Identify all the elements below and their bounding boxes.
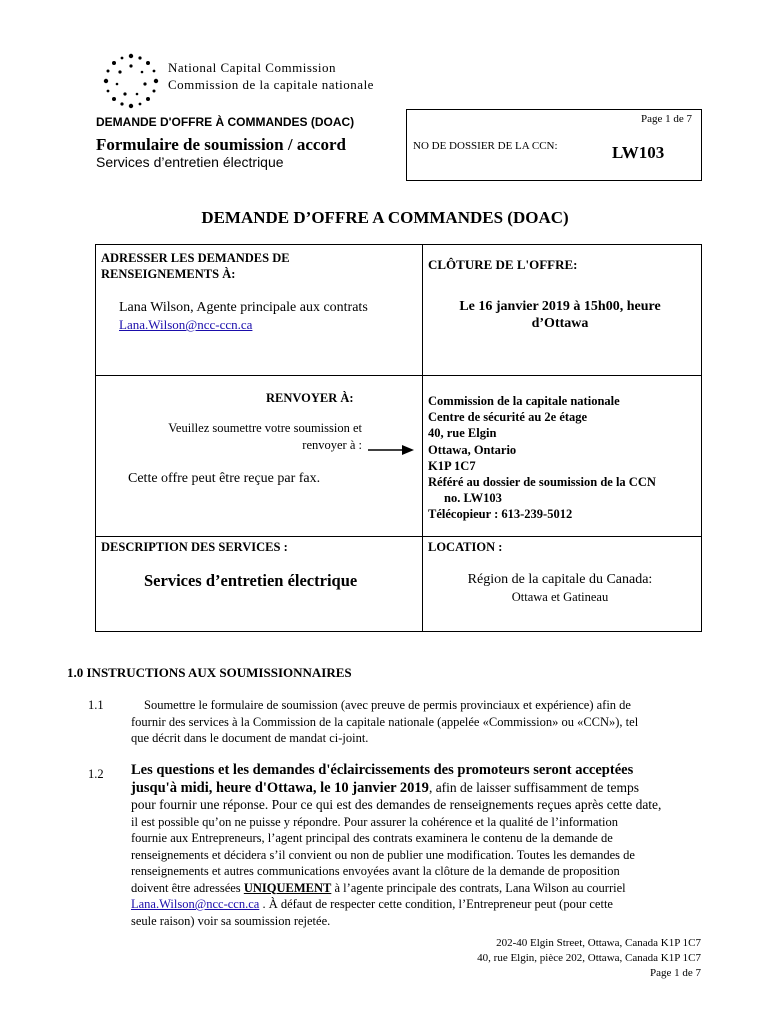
location-cities: Ottawa et Gatineau (511, 590, 609, 604)
address-line: K1P 1C7 (428, 458, 476, 473)
address-line: Centre de sécurité au 2e étage (428, 410, 588, 425)
fax-note: Cette offre peut être reçue par fax. (128, 471, 321, 486)
location-heading: LOCATION : (428, 540, 503, 554)
return-heading: RENVOYER À: (266, 391, 354, 405)
text-line: Les questions et les demandes d'éclaircissements des promoteurs seront acceptées (131, 762, 634, 778)
text-line: il est possible qu’on ne puisse y répondre. Pour assurer la cohérence et la qualité de l’information (131, 814, 619, 829)
deadline-text: jusqu'à midi, heure d'Ottawa, le 10 janvier 2019 (131, 780, 429, 796)
section-heading: 1.0 INSTRUCTIONS AUX SOUMISSIONNAIRES (67, 665, 352, 680)
text-line: seule raison) voir sa soumission rejetée. (131, 913, 331, 928)
ncc-logo (100, 50, 162, 112)
address-line: Commission de la capitale nationale (428, 394, 620, 408)
paragraph-1-2 (131, 762, 706, 929)
address-line: 40, rue Elgin (428, 426, 497, 441)
form-subtitle: Services d’entretien électrique (96, 154, 284, 170)
table-divider-vertical (422, 244, 423, 631)
uniquement-emphasis: UNIQUEMENT (243, 880, 332, 895)
text-line: pour fournir une réponse. Pour ce qui est des demandes de renseignements reçues après cette date, (131, 797, 662, 812)
address-line: Référé au dossier de soumission de la CCN (428, 475, 656, 490)
footer-address-en: 202-40 Elgin Street, Ottawa, Canada K1P 1C7 (496, 937, 701, 949)
doc-type-label: DEMANDE D'OFFRE À COMMANDES (DOAC) (96, 115, 355, 129)
text-line: renseignements et décidera s’il convient ou non de publier une modification. Toutes les demandes de (131, 847, 635, 862)
item-number-1-1: 1.1 (88, 698, 104, 712)
text-line: renseignements et autres communications envoyées avant la clôture de la demande de proposition (131, 864, 620, 878)
table-divider-2 (95, 536, 701, 537)
footer-page: Page 1 de 7 (649, 967, 701, 979)
return-instruction-1: Veuillez soumettre votre soumission et (168, 421, 362, 435)
address-line: Télécopieur : 613-239-5012 (428, 507, 573, 522)
contact-name: Lana Wilson, Agente principale aux contrats (119, 300, 368, 315)
closing-heading: CLÔTURE DE L'OFFRE: (428, 257, 578, 272)
closing-timezone: d’Ottawa (531, 316, 589, 331)
text-line (131, 880, 706, 897)
paragraph-1-1 (131, 697, 701, 747)
address-line: no. LW103 (444, 491, 502, 506)
arrow-right-icon (368, 443, 414, 461)
table-divider-1 (95, 375, 701, 376)
address-line: Ottawa, Ontario (428, 442, 517, 457)
text-line: fournir des services à la Commission de la capitale nationale (appelée «Commission» ou «CCN»), tel (131, 714, 639, 729)
text-line (131, 896, 706, 913)
page-indicator: Page 1 de 7 (641, 113, 693, 125)
text-line: que décrit dans le document de mandat ci-joint. (131, 731, 369, 745)
text-span: doivent être adressées (131, 880, 244, 895)
return-instruction-2: renvoyer à : (302, 438, 362, 452)
text-span: à l’agente principale des contrats, Lana Wilson au courriel (331, 880, 626, 895)
footer-address-fr: 40, rue Elgin, pièce 202, Ottawa, Canada K1P 1C7 (477, 952, 701, 964)
contact-email-link[interactable]: Lana.Wilson@ncc-ccn.ca (119, 317, 253, 332)
text-line: Soumettre le formulaire de soumission (avec preuve de permis provinciaux et expérience) afin de (144, 698, 631, 712)
services-description: Services d’entretien électrique (144, 571, 358, 590)
deadline-continuation: , afin de laisser suffisamment de temps (428, 780, 640, 795)
location-region: Région de la capitale du Canada: (467, 572, 653, 587)
file-number-label: NO DE DOSSIER DE LA CCN: (413, 140, 558, 152)
logo-ring-icon (100, 50, 162, 112)
text-line (131, 779, 706, 797)
item-number-1-2: 1.2 (88, 767, 104, 781)
services-heading: DESCRIPTION DES SERVICES : (101, 540, 288, 554)
page-title: DEMANDE D’OFFRE A COMMANDES (DOAC) (201, 208, 569, 227)
file-number: LW103 (612, 143, 665, 162)
page-footer (477, 936, 701, 981)
logo-line-2: Commission de la capitale nationale (168, 77, 374, 92)
return-address (428, 393, 656, 523)
text-span: . À défaut de respecter cette condition, l’Entrepreneur peut (pour cette (259, 897, 613, 911)
text-line: fournie aux Entrepreneurs, l’agent principal des contrats examinera le contenu de la demande de (131, 831, 613, 845)
inquiry-email-link[interactable]: Lana.Wilson@ncc-ccn.ca (131, 897, 260, 911)
inquiries-heading: ADRESSER LES DEMANDES DE RENSEIGNEMENTS À: (101, 251, 290, 281)
logo-line-1: National Capital Commission (168, 60, 337, 75)
form-title: Formulaire de soumission / accord (96, 135, 346, 154)
closing-date: Le 16 janvier 2019 à 15h00, heure (459, 299, 661, 314)
